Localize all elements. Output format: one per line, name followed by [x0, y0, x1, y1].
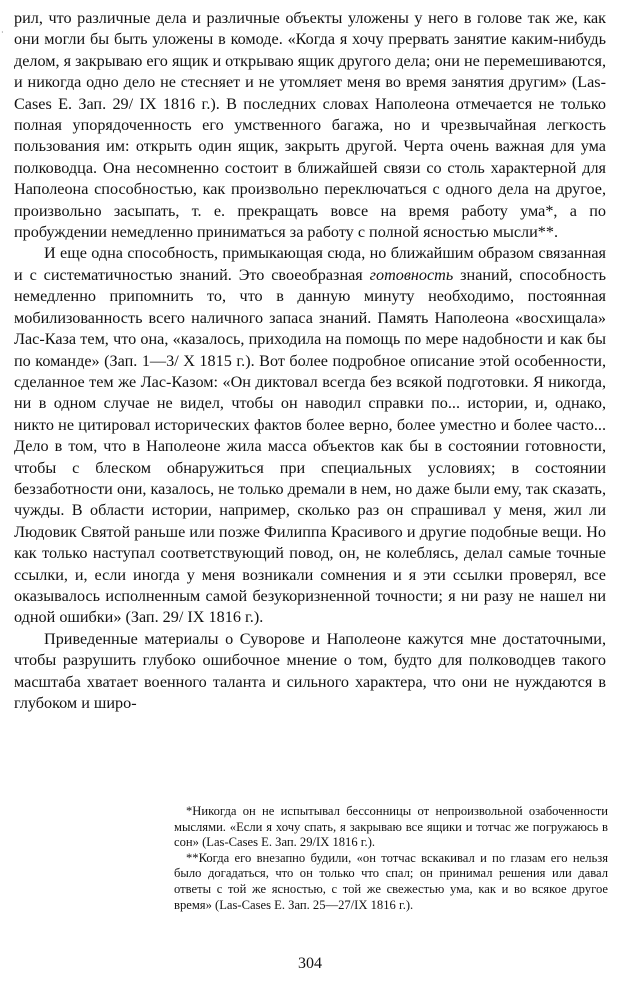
- paragraph-2-rest: знаний, способность немедленно припомнить то, что в данную минуту необходимо, постоянная мобилизованность всего наличного запаса знаний. Память Наполеона «восхищала» Лас-Каза тем, что она, «казалось, приходила на помощь по мере надобности и как бы по команде» (Зап. 1—3/ X 1815 г.). Вот более подробное описание этой особенности, сделанное тем же Лас-Казом: «Он диктовал всегда без всякой подготовки. Я никогда, ни в одном случае не видел, чтобы он наводил справки по... истории, и, однако, никто не цитировал исторических фактов более верно, более уместно и более часто... Дело в том, что в Наполеоне жила масса объектов как бы в состоянии готовности, чтобы с блеском обнаружиться при специальных условиях; в состоянии беззаботности они, казалось, не только дремали в нем, но даже были ему, так сказать, чужды. В области истории, например, сколько раз он спрашивал у меня, жил ли Людовик Святой раньше или позже Филиппа Красивого и другие подобные вещи. Но как только наступал соответствующий повод, он, не колеблясь, делал самые точные ссылки, и, если иногда у меня возникали сомнения и я эти ссылки проверял, все оказывалось исполненным самой безукоризненной точности; я ни разу не нашел ни одной ошибки» (Зап. 29/ IX 1816 г.).: [14, 265, 606, 627]
- footnote-2: **Когда его внезапно будили, «он тотчас вскакивал и по глазам его нельзя было догадаться, что он только что спал; он принимал решения или давал ответы с той же ясностью, с той же свежестью ума, как и во всякое другое время» (Las-Cases E. Зап. 25—27/IX 1816 г.).: [174, 850, 608, 912]
- paragraph-2-start: И еще одна способность, примыкающая сюда, но ближайшим образом связанная и с систематичностью знаний. Это своеобразная: [14, 244, 606, 284]
- paragraph-2: [14, 243, 606, 628]
- main-text: [14, 8, 606, 714]
- page-number: 304: [298, 955, 322, 972]
- emphasis-word: готовность: [369, 265, 454, 284]
- margin-mark: ·: [1, 28, 4, 37]
- paragraph-3: Приведенные материалы о Суворове и Наполеоне кажутся мне достаточными, чтобы разрушить глубоко ошибочное мнение о том, будто для полководцев такого масштаба хватает военного таланта и сильного характера, что они не нуждаются в глубоком и широ-: [14, 629, 606, 712]
- footnotes: [174, 804, 608, 913]
- footnote-1: *Никогда он не испытывал бессонницы от непроизвольной озабоченности мыслями. «Если я хочу спать, я закрываю все ящики и тотчас же погружаюсь в сон» (Las-Cases E. Зап. 29/IX 1816 г.).: [174, 804, 608, 850]
- paragraph-1: рил, что различные дела и различные объекты уложены у него в голове так же, как они могли бы быть уложены в комоде. «Когда я хочу прервать занятие каким-нибудь делом, я закрываю его ящик и открываю ящик другого дела; они не перемешиваются, и никогда одно дело не стесняет и не утомляет меня во время занятия другим» (Las-Cases E. Зап. 29/ IX 1816 г.). В последних словах Наполеона отмечается не только полная упорядоченность его умственного багажа, но и чрезвычайная легкость пользования им: открыть один ящик, закрыть другой. Черта очень важная для ума полководца. Она несомненно состоит в ближайшей связи со столь характерной для Наполеона способностью, как произвольно переключаться с одного дела на другое, произвольно засыпать, т. е. прекращать вовсе на время работу ума*, а по пробуждении немедленно приниматься за работу с полной ясностью мысли**.: [14, 9, 606, 242]
